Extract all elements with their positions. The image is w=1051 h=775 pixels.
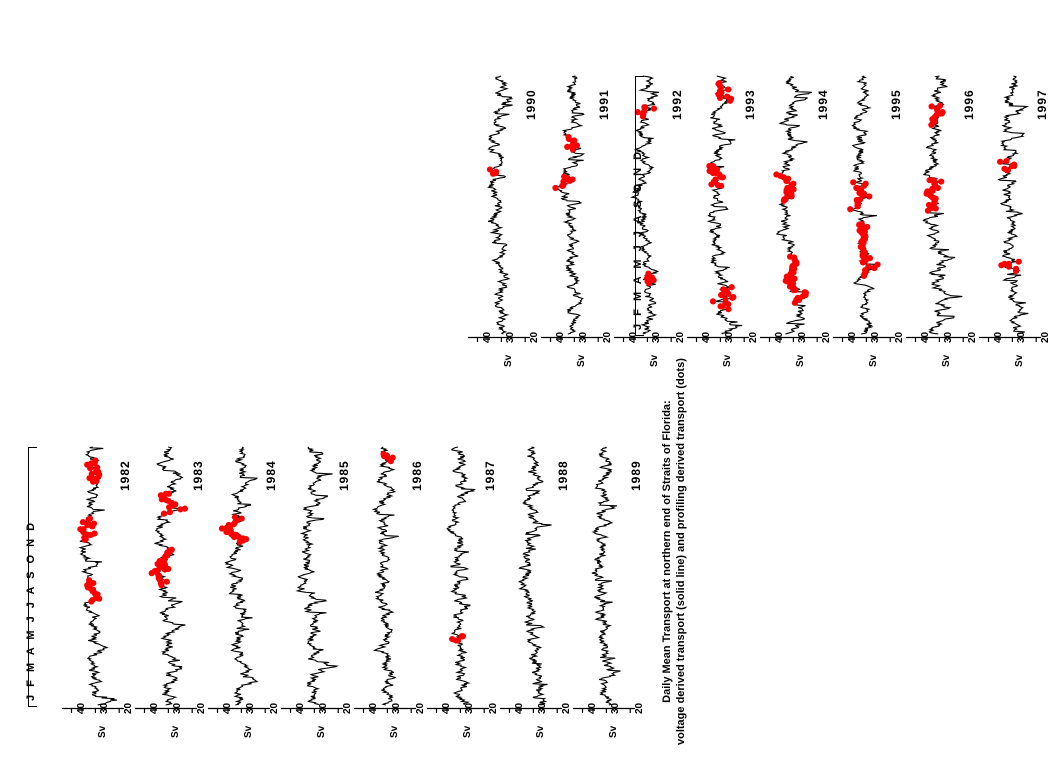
profiling-derived-transport-dot [710, 298, 716, 304]
year-label-1997: 1997 [1035, 89, 1049, 120]
profiling-derived-transport-dot [86, 516, 92, 522]
profiling-derived-transport-dot [231, 534, 237, 540]
sv-tick-40: 40 [919, 331, 931, 343]
sv-axis-1986 [354, 702, 427, 749]
profiling-derived-transport-dot [938, 179, 944, 185]
sv-tick-30: 30 [797, 331, 809, 343]
sv-tick-20: 20 [821, 331, 833, 343]
sv-tick-40: 40 [440, 702, 452, 714]
profiling-derived-transport-dot [866, 193, 872, 199]
profiling-derived-transport-dot [925, 208, 931, 214]
profiling-derived-transport-dot [847, 206, 853, 212]
profiling-derived-transport-dot [1011, 163, 1017, 169]
series-plot-1993 [687, 76, 749, 334]
profiling-derived-transport-dot [930, 195, 936, 201]
year-label-1989: 1989 [629, 460, 643, 491]
left-column-month-axis: J F M A M J J A S O N D [25, 520, 37, 701]
sv-axis-label: Sv [389, 725, 400, 738]
sv-tick-40: 40 [75, 702, 87, 714]
sv-tick-20: 20 [1040, 331, 1051, 343]
year-panel-1989 [573, 447, 635, 705]
year-panel-1982 [62, 447, 124, 705]
sv-tick-40: 40 [221, 702, 233, 714]
profiling-derived-transport-dot [89, 523, 95, 529]
year-panel-1997 [979, 76, 1041, 334]
year-label-1982: 1982 [118, 460, 132, 491]
series-plot-1987 [427, 447, 489, 705]
sv-tick-40: 40 [586, 702, 598, 714]
sv-axis-1993 [687, 331, 760, 378]
profiling-derived-transport-dot [646, 280, 652, 286]
year-label-1994: 1994 [816, 89, 830, 120]
year-label-1992: 1992 [670, 89, 684, 120]
profiling-derived-transport-dot [88, 532, 94, 538]
profiling-derived-transport-dot [82, 537, 88, 543]
voltage-derived-transport-line [225, 447, 257, 705]
profiling-derived-transport-dot [87, 465, 93, 471]
profiling-derived-transport-dot [162, 567, 168, 573]
sv-tick-30: 30 [1016, 331, 1028, 343]
voltage-derived-transport-line [488, 76, 512, 334]
sv-tick-30: 30 [245, 702, 257, 714]
voltage-derived-transport-line [708, 76, 742, 334]
profiling-derived-transport-dot [90, 479, 96, 485]
voltage-derived-transport-line [447, 447, 475, 705]
sv-tick-20: 20 [634, 702, 646, 714]
profiling-derived-transport-dot [567, 178, 573, 184]
sv-tick-20: 20 [529, 331, 541, 343]
profiling-derived-transport-dot [850, 179, 856, 185]
sv-axis-1983 [135, 702, 208, 749]
year-panel-1994 [760, 76, 822, 334]
sv-tick-40: 40 [513, 702, 525, 714]
year-label-1983: 1983 [191, 460, 205, 491]
profiling-derived-transport-dot [861, 273, 867, 279]
sv-tick-40: 40 [846, 331, 858, 343]
series-plot-1985 [281, 447, 343, 705]
year-label-1993: 1993 [743, 89, 757, 120]
voltage-derived-transport-line [80, 447, 117, 705]
sv-axis-1982 [62, 702, 135, 749]
sv-tick-30: 30 [724, 331, 736, 343]
sv-axis-label: Sv [795, 354, 806, 367]
sv-axis-label: Sv [576, 354, 587, 367]
year-panel-1987 [427, 447, 489, 705]
profiling-derived-transport-dot [727, 98, 733, 104]
sv-axis-label: Sv [503, 354, 514, 367]
year-label-1987: 1987 [483, 460, 497, 491]
sv-axis-label: Sv [608, 725, 619, 738]
profiling-derived-transport-dot [167, 509, 173, 515]
profiling-derived-transport-dot [453, 637, 459, 643]
profiling-derived-transport-dot [96, 596, 102, 602]
sv-tick-40: 40 [554, 331, 566, 343]
profiling-derived-transport-dot [790, 287, 796, 293]
profiling-derived-transport-dot [729, 295, 735, 301]
sv-tick-30: 30 [99, 702, 111, 714]
sv-tick-40: 40 [773, 331, 785, 343]
series-plot-1988 [500, 447, 562, 705]
sv-tick-20: 20 [894, 331, 906, 343]
sv-tick-40: 40 [294, 702, 306, 714]
sv-axis-1985 [281, 702, 354, 749]
sv-tick-20: 20 [415, 702, 427, 714]
profiling-derived-transport-dot [935, 185, 941, 191]
profiling-derived-transport-dot [933, 205, 939, 211]
profiling-derived-transport-dot [860, 259, 866, 265]
sv-tick-20: 20 [675, 331, 687, 343]
series-plot-1982 [62, 447, 124, 705]
profiling-derived-transport-dot [792, 300, 798, 306]
sv-tick-20: 20 [196, 702, 208, 714]
year-panel-1986 [354, 447, 416, 705]
sv-tick-20: 20 [123, 702, 135, 714]
profiling-derived-transport-dot [928, 122, 934, 128]
profiling-derived-transport-dot [725, 306, 731, 312]
year-panel-1995 [833, 76, 895, 334]
sv-tick-30: 30 [943, 331, 955, 343]
year-panel-1984 [208, 447, 270, 705]
sv-tick-30: 30 [578, 331, 590, 343]
sv-tick-20: 20 [602, 331, 614, 343]
sv-tick-40: 40 [700, 331, 712, 343]
profiling-derived-transport-dot [871, 265, 877, 271]
profiling-derived-transport-dot [781, 198, 787, 204]
profiling-derived-transport-dot [710, 170, 716, 176]
sv-tick-20: 20 [342, 702, 354, 714]
profiling-derived-transport-dot [651, 106, 657, 112]
profiling-derived-transport-dot [717, 95, 723, 101]
sv-tick-20: 20 [269, 702, 281, 714]
profiling-derived-transport-dot [997, 159, 1003, 165]
voltage-derived-transport-line [556, 76, 583, 334]
voltage-derived-transport-line [297, 447, 336, 705]
profiling-derived-transport-dot [1013, 268, 1019, 274]
profiling-derived-transport-dot [490, 171, 496, 177]
profiling-derived-transport-dot [725, 86, 731, 92]
year-label-1990: 1990 [524, 89, 538, 120]
series-plot-1984 [208, 447, 270, 705]
year-panel-1985 [281, 447, 343, 705]
sv-axis-1991 [541, 331, 614, 378]
sv-axis-label: Sv [97, 725, 108, 738]
series-plot-1994 [760, 76, 822, 334]
series-plot-1991 [541, 76, 603, 334]
profiling-derived-transport-dot [729, 284, 735, 290]
profiling-derived-transport-dot [720, 174, 726, 180]
profiling-derived-transport-dot [239, 515, 245, 521]
voltage-derived-transport-line [999, 76, 1029, 334]
series-plot-1983 [135, 447, 197, 705]
profiling-derived-transport-dot [1006, 264, 1012, 270]
profiling-derived-transport-dot [158, 582, 164, 588]
profiling-derived-transport-dot [149, 570, 155, 576]
profiling-derived-transport-dot [718, 303, 724, 309]
year-label-1986: 1986 [410, 460, 424, 491]
sv-tick-40: 40 [992, 331, 1004, 343]
profiling-derived-transport-dot [388, 458, 394, 464]
right-column-month-axis: J F M A M J J A S O N D [632, 149, 644, 330]
sv-tick-30: 30 [172, 702, 184, 714]
sv-tick-30: 30 [870, 331, 882, 343]
year-label-1991: 1991 [597, 89, 611, 120]
profiling-derived-transport-dot [1016, 259, 1022, 265]
sv-tick-30: 30 [391, 702, 403, 714]
profiling-derived-transport-dot [166, 491, 172, 497]
series-plot-1986 [354, 447, 416, 705]
profiling-derived-transport-dot [998, 262, 1004, 268]
sv-axis-1987 [427, 702, 500, 749]
year-panel-1988 [500, 447, 562, 705]
series-plot-1992 [614, 76, 676, 334]
year-label-1984: 1984 [264, 460, 278, 491]
sv-axis-1990 [468, 331, 541, 378]
sv-tick-30: 30 [505, 331, 517, 343]
sv-tick-20: 20 [561, 702, 573, 714]
year-panel-1990 [468, 76, 530, 334]
sv-axis-label: Sv [316, 725, 327, 738]
sv-axis-1997 [979, 331, 1051, 378]
series-plot-1997 [979, 76, 1041, 334]
caption-line-2: voltage derived transport (solid line) and profiling derived transport (dots) [675, 358, 687, 745]
sv-axis-label: Sv [243, 725, 254, 738]
sv-axis-label: Sv [868, 354, 879, 367]
sv-axis-1994 [760, 331, 833, 378]
sv-axis-label: Sv [170, 725, 181, 738]
figure-caption [660, 358, 688, 745]
sv-axis-label: Sv [722, 354, 733, 367]
profiling-derived-transport-dot [161, 511, 167, 517]
year-panel-1993 [687, 76, 749, 334]
profiling-derived-transport-dot [552, 185, 558, 191]
profiling-derived-transport-dot [855, 203, 861, 209]
profiling-derived-transport-dot [164, 579, 170, 585]
profiling-derived-transport-dot [570, 147, 576, 153]
series-plot-1989 [573, 447, 635, 705]
year-label-1995: 1995 [889, 89, 903, 120]
sv-tick-30: 30 [610, 702, 622, 714]
sv-axis-label: Sv [462, 725, 473, 738]
year-label-1985: 1985 [337, 460, 351, 491]
series-plot-1995 [833, 76, 895, 334]
profiling-derived-transport-dot [789, 193, 795, 199]
sv-axis-label: Sv [535, 725, 546, 738]
profiling-derived-transport-dot [708, 181, 714, 187]
sv-tick-40: 40 [367, 702, 379, 714]
sv-axis-1989 [573, 702, 646, 749]
sv-axis-1988 [500, 702, 573, 749]
voltage-derived-transport-line [374, 447, 399, 705]
voltage-derived-transport-line [592, 447, 621, 705]
sv-tick-40: 40 [627, 331, 639, 343]
sv-axis-1995 [833, 331, 906, 378]
caption-line-1: Daily Mean Transport at northern end of Straits of Florida: [661, 400, 673, 703]
profiling-derived-transport-dot [718, 183, 724, 189]
year-label-1988: 1988 [556, 460, 570, 491]
profiling-derived-transport-dot [1005, 167, 1011, 173]
year-panel-1991 [541, 76, 603, 334]
year-panel-1983 [135, 447, 197, 705]
sv-axis-1996 [906, 331, 979, 378]
sv-tick-30: 30 [651, 331, 663, 343]
year-panel-1992 [614, 76, 676, 334]
profiling-derived-transport-dot [1003, 158, 1009, 164]
sv-tick-40: 40 [481, 331, 493, 343]
sv-tick-30: 30 [464, 702, 476, 714]
profiling-derived-transport-dot [560, 183, 566, 189]
sv-axis-label: Sv [649, 354, 660, 367]
series-plot-1996 [906, 76, 968, 334]
sv-axis-label: Sv [1014, 354, 1025, 367]
sv-tick-30: 30 [318, 702, 330, 714]
profiling-derived-transport-dot [928, 103, 934, 109]
profiling-derived-transport-dot [237, 539, 243, 545]
sv-tick-20: 20 [967, 331, 979, 343]
sv-tick-20: 20 [748, 331, 760, 343]
year-label-1996: 1996 [962, 89, 976, 120]
sv-tick-40: 40 [148, 702, 160, 714]
sv-tick-20: 20 [488, 702, 500, 714]
series-plot-1990 [468, 76, 530, 334]
sv-axis-1984 [208, 702, 281, 749]
profiling-derived-transport-dot [783, 178, 789, 184]
sv-tick-30: 30 [537, 702, 549, 714]
voltage-derived-transport-line [519, 447, 552, 705]
year-panel-1996 [906, 76, 968, 334]
profiling-derived-transport-dot [88, 598, 94, 604]
profiling-derived-transport-dot [177, 506, 183, 512]
sv-axis-label: Sv [941, 354, 952, 367]
profiling-derived-transport-dot [564, 144, 570, 150]
